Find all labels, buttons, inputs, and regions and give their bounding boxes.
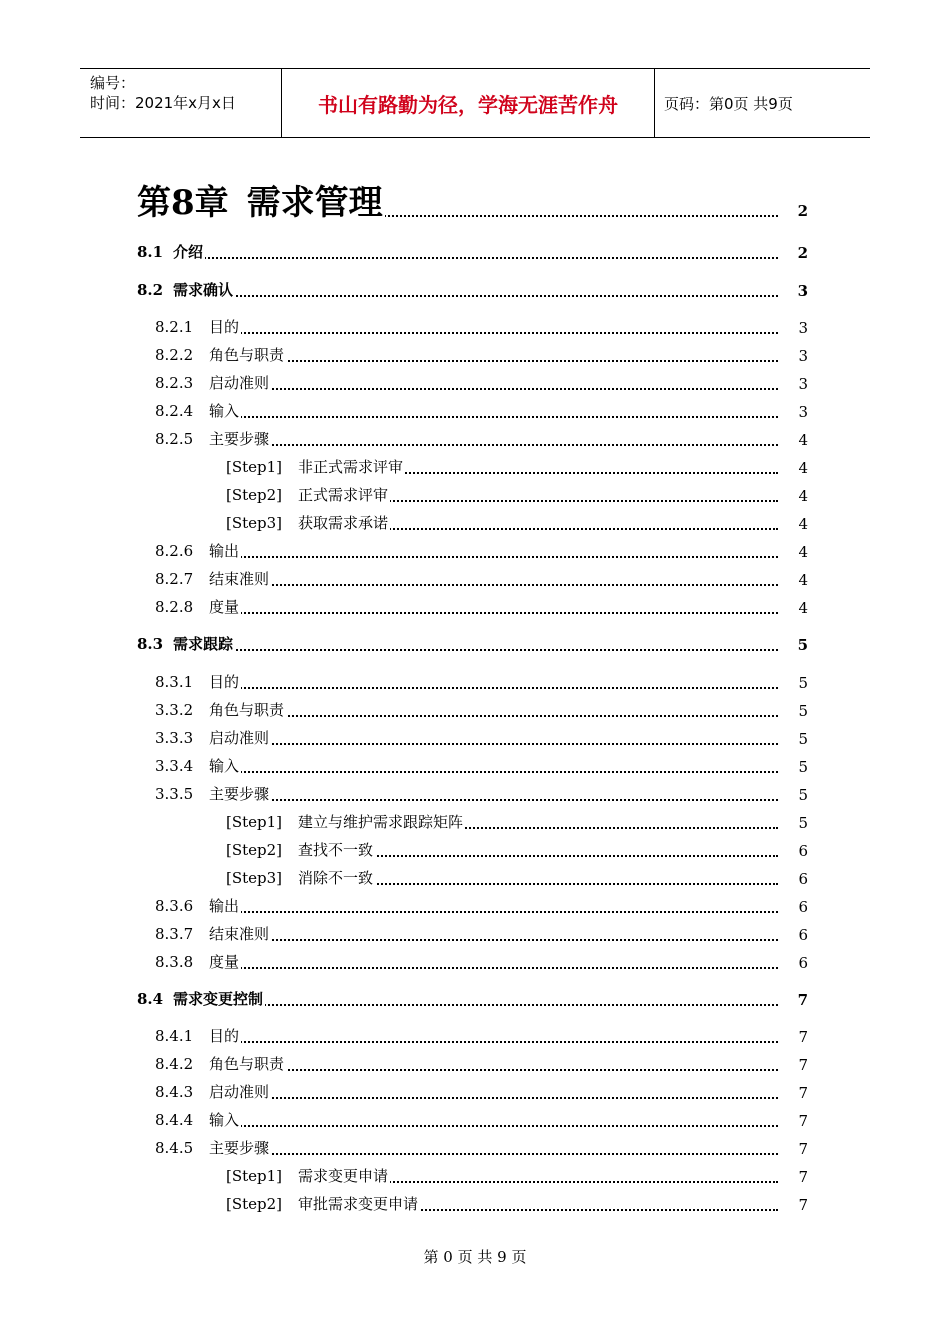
toc-entry-number: [Step2]	[226, 1195, 283, 1213]
toc-entry-label	[155, 923, 271, 944]
toc-entry-title: 目的	[209, 1027, 240, 1045]
toc-entry-level-2[interactable]	[0, 724, 950, 752]
toc-entry-label	[155, 1053, 286, 1074]
toc-entry-label	[137, 633, 235, 654]
toc-entry-label	[226, 512, 390, 533]
toc-entry-number: 3.3.5	[155, 785, 194, 803]
toc-entry-number: 8.1	[137, 243, 164, 261]
toc-entry-title: 消除不一致	[298, 869, 374, 887]
toc-entry-label	[226, 1193, 420, 1214]
toc-entry-title: 输入	[209, 757, 240, 775]
toc-entry-level-1[interactable]	[0, 238, 950, 266]
toc-entry-level-3[interactable]	[0, 836, 950, 864]
toc-entry-level-2[interactable]	[0, 1022, 950, 1050]
toc-entry-level-2[interactable]	[0, 593, 950, 621]
toc-page-number: 6	[798, 898, 808, 916]
toc-page-number: 2	[797, 244, 808, 262]
toc-entry-title: 介绍	[173, 243, 204, 261]
toc-page-number: 2	[797, 202, 808, 220]
toc-entry-label	[155, 1025, 241, 1046]
toc-entry-level-2[interactable]	[0, 696, 950, 724]
toc-leader-dots	[155, 911, 778, 913]
toc-entry-label	[226, 839, 375, 860]
toc-entry-title: 输出	[209, 542, 240, 560]
toc-entry-number: [Step1]	[226, 813, 283, 831]
toc-page-number: 4	[798, 543, 808, 561]
toc-entry-label	[137, 279, 235, 300]
toc-entry-level-2[interactable]	[0, 948, 950, 976]
toc-leader-dots	[155, 612, 778, 614]
toc-entry-number: 8.4.5	[155, 1139, 194, 1157]
toc-entry-number: [Step3]	[226, 514, 283, 532]
toc-page-number: 3	[797, 282, 808, 300]
toc-leader-dots	[155, 416, 778, 418]
toc-page-number: 7	[798, 1168, 808, 1186]
toc-leader-dots	[155, 1125, 778, 1127]
toc-entry-title: 输入	[209, 402, 240, 420]
toc-entry-number: 8.3	[137, 635, 164, 653]
toc-page-number: 3	[798, 375, 808, 393]
toc-entry-title: 启动准则	[209, 374, 270, 392]
toc-page-number: 5	[797, 636, 808, 654]
toc-entry-label	[155, 1137, 271, 1158]
toc-entry-level-2[interactable]	[0, 369, 950, 397]
toc-entry-level-3[interactable]	[0, 1162, 950, 1190]
toc-entry-title: 度量	[209, 598, 240, 616]
number-label: 编号：	[90, 74, 136, 92]
toc-page-number: 5	[798, 674, 808, 692]
toc-chapter-label	[137, 175, 385, 224]
toc-entry-label	[137, 241, 205, 262]
toc-entry-label	[155, 568, 271, 589]
toc-entry-label	[155, 540, 241, 561]
toc-entry-level-2[interactable]	[0, 892, 950, 920]
toc-entry-level-2[interactable]	[0, 565, 950, 593]
toc-entry-number: 8.2.1	[155, 318, 194, 336]
toc-entry-title: 需求变更控制	[173, 990, 264, 1008]
toc-entry-label	[155, 783, 271, 804]
toc-entry-level-2[interactable]	[0, 668, 950, 696]
toc-entry-number: 8.4.1	[155, 1027, 194, 1045]
toc-entry-label	[155, 400, 241, 421]
toc-entry-level-3[interactable]	[0, 808, 950, 836]
toc-entry-title: 需求跟踪	[173, 635, 234, 653]
toc-page-number: 7	[797, 991, 808, 1009]
toc-entry-level-2[interactable]	[0, 341, 950, 369]
toc-entry-level-1[interactable]	[0, 276, 950, 304]
header-meta	[90, 73, 236, 113]
toc-entry-title: 角色与职责	[209, 1055, 285, 1073]
toc-entry-number: 3.3.3	[155, 729, 194, 747]
toc-page-number: 3	[798, 319, 808, 337]
toc-entry-number: 3.3.4	[155, 757, 194, 775]
toc-entry-label	[155, 1081, 271, 1102]
toc-leader-dots	[137, 257, 778, 259]
toc-entry-level-2[interactable]	[0, 780, 950, 808]
toc-entry-level-2[interactable]	[0, 1078, 950, 1106]
toc-entry-title: 正式需求评审	[298, 486, 389, 504]
toc-entry-title: 需求变更申请	[298, 1167, 389, 1185]
toc-entry-number: 8.4.3	[155, 1083, 194, 1101]
toc-entry-level-2[interactable]	[0, 425, 950, 453]
toc-entry-number: [Step1]	[226, 458, 283, 476]
toc-entry-label	[155, 428, 271, 449]
toc-page-number: 5	[798, 814, 808, 832]
toc-page-number: 5	[798, 786, 808, 804]
toc-entry-label	[155, 727, 271, 748]
toc-entry-label	[155, 344, 286, 365]
page-footer: 第 0 页 共 9 页	[423, 1248, 527, 1266]
toc-entry-label	[155, 671, 241, 692]
toc-entry-number: [Step2]	[226, 486, 283, 504]
toc-entry-title: 角色与职责	[209, 346, 285, 364]
toc-page-number: 7	[798, 1112, 808, 1130]
toc-leader-dots	[155, 1041, 778, 1043]
toc-leader-dots	[155, 332, 778, 334]
toc-page-number: 6	[798, 842, 808, 860]
toc-page-number: 4	[798, 515, 808, 533]
toc-page-number: 3	[798, 403, 808, 421]
toc-entry-title: 建立与维护需求跟踪矩阵	[298, 813, 464, 831]
toc-entry-number: 8.2	[137, 281, 164, 299]
toc-entry-label	[155, 755, 241, 776]
toc-entry-number: 8.4	[137, 990, 164, 1008]
toc-entry-number: 8.4.2	[155, 1055, 194, 1073]
toc-entry-number: 8.2.5	[155, 430, 194, 448]
toc-entry-number: 8.2.6	[155, 542, 194, 560]
toc-entry-title: 结束准则	[209, 925, 270, 943]
time-label: 时间：2021年x月x日	[90, 94, 236, 112]
toc-entry-title: 获取需求承诺	[298, 514, 389, 532]
toc-entry-number: 8.2.3	[155, 374, 194, 392]
toc-entry-number: 8.3.6	[155, 897, 194, 915]
toc-page-number: 4	[798, 459, 808, 477]
toc-entry-title: 主要步骤	[209, 430, 270, 448]
toc-entry-level-2[interactable]	[0, 920, 950, 948]
toc-entry-title: 审批需求变更申请	[298, 1195, 419, 1213]
toc-entry-level-3[interactable]	[0, 1190, 950, 1218]
toc-entry-label	[226, 867, 375, 888]
toc-page-number: 3	[798, 347, 808, 365]
toc-entry-number: 8.2.7	[155, 570, 194, 588]
header-divider	[654, 69, 655, 137]
toc-page-number: 4	[798, 599, 808, 617]
toc-entry-label	[226, 484, 390, 505]
header-motto: 书山有路勤为径，学海无涯苦作舟	[318, 92, 618, 117]
toc-page-number: 4	[798, 487, 808, 505]
toc-entry-level-1[interactable]	[0, 630, 950, 658]
toc-page-number: 6	[798, 926, 808, 944]
toc-entry-number: [Step3]	[226, 869, 283, 887]
toc-page-number: 6	[798, 954, 808, 972]
toc-entry-level-3[interactable]	[0, 509, 950, 537]
toc-entry-number: 8.2.8	[155, 598, 194, 616]
toc-entry-title: 主要步骤	[209, 1139, 270, 1157]
toc-entry-label	[155, 699, 286, 720]
toc-entry-title: 输入	[209, 1111, 240, 1129]
toc-page-number: 6	[798, 870, 808, 888]
toc-leader-dots	[155, 771, 778, 773]
toc-chapter-number: 第8章	[137, 183, 229, 223]
toc-entry-number: 8.4.4	[155, 1111, 194, 1129]
toc-entry-number: 8.3.8	[155, 953, 194, 971]
toc-leader-dots	[155, 967, 778, 969]
toc-entry-title: 目的	[209, 673, 240, 691]
toc-leader-dots	[155, 687, 778, 689]
toc-entry-title: 主要步骤	[209, 785, 270, 803]
toc-entry-label	[155, 1109, 241, 1130]
toc-entry-title: 目的	[209, 318, 240, 336]
toc-entry-label	[155, 895, 241, 916]
toc-entry-label	[226, 1165, 390, 1186]
toc-entry-number: 3.3.2	[155, 701, 194, 719]
toc-entry-level-2[interactable]	[0, 752, 950, 780]
toc-entry-level-1[interactable]	[0, 985, 950, 1013]
toc-entry-level-2[interactable]	[0, 537, 950, 565]
toc-entry-number: [Step1]	[226, 1167, 283, 1185]
toc-entry-title: 需求确认	[173, 281, 234, 299]
toc-entry-title: 启动准则	[209, 729, 270, 747]
document-header	[80, 68, 870, 138]
toc-page-number: 5	[798, 702, 808, 720]
toc-entry-level-3[interactable]	[0, 864, 950, 892]
toc-entry-number: 8.2.2	[155, 346, 194, 364]
toc-entry-level-3[interactable]	[0, 481, 950, 509]
toc-leader-dots	[155, 556, 778, 558]
toc-entry-level-2[interactable]	[0, 397, 950, 425]
toc-entry-number: 8.3.1	[155, 673, 194, 691]
toc-entry-label	[155, 372, 271, 393]
toc-entry-label	[155, 951, 241, 972]
toc-entry-label	[226, 811, 465, 832]
toc-chapter-title: 需求管理	[246, 183, 383, 223]
toc-entry-label	[155, 596, 241, 617]
toc-page-number: 7	[798, 1028, 808, 1046]
toc-entry-title: 输出	[209, 897, 240, 915]
toc-entry-title: 查找不一致	[298, 841, 374, 859]
toc-entry-number: [Step2]	[226, 841, 283, 859]
toc-page-number: 7	[798, 1196, 808, 1214]
toc-page-number: 5	[798, 758, 808, 776]
toc-entry-level-2[interactable]	[0, 313, 950, 341]
toc-entry-label	[226, 456, 405, 477]
toc-page-number: 4	[798, 431, 808, 449]
toc-entry-level-2[interactable]	[0, 1106, 950, 1134]
toc-page-number: 7	[798, 1084, 808, 1102]
toc-entry-title: 度量	[209, 953, 240, 971]
toc-entry-level-3[interactable]	[0, 453, 950, 481]
toc-entry-label	[137, 988, 265, 1009]
toc-page-number: 7	[798, 1140, 808, 1158]
toc-entry-number: 8.2.4	[155, 402, 194, 420]
toc-entry-level-2[interactable]	[0, 1050, 950, 1078]
toc-entry-title: 启动准则	[209, 1083, 270, 1101]
toc-entry-level-2[interactable]	[0, 1134, 950, 1162]
toc-entry-title: 结束准则	[209, 570, 270, 588]
toc-entry-title: 非正式需求评审	[298, 458, 404, 476]
toc-entry-title: 角色与职责	[209, 701, 285, 719]
toc-entry-number: 8.3.7	[155, 925, 194, 943]
toc-page-number: 5	[798, 730, 808, 748]
toc-entry-label	[155, 316, 241, 337]
toc-chapter-entry[interactable]	[0, 180, 950, 224]
header-page-info: 页码：第0页 共9页	[664, 94, 793, 113]
toc-page-number: 4	[798, 571, 808, 589]
toc-page-number: 7	[798, 1056, 808, 1074]
